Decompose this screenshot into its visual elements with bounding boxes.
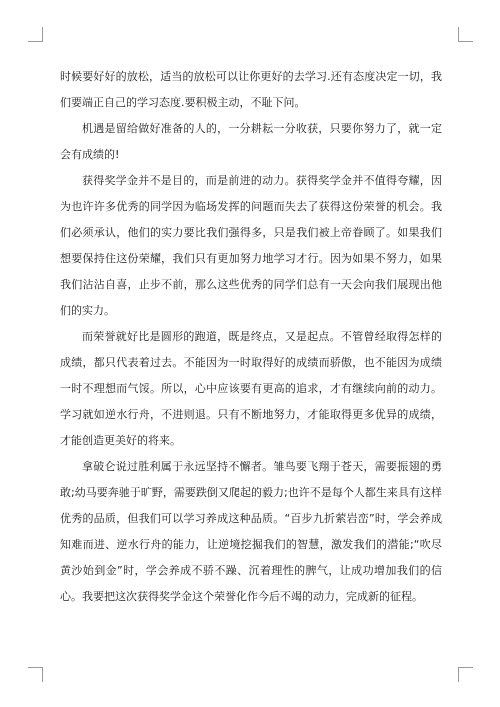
crop-mark-top-left	[28, 27, 43, 42]
crop-mark-top-right	[458, 27, 473, 42]
crop-mark-bottom-left	[28, 667, 43, 682]
document-body	[60, 64, 442, 610]
paragraph-continuation: 时候要好好的放松，适当的放松可以让你更好的去学习.还有态度决定一切，我们要端正自己的学习态度.要积极主动，不耻下问。	[60, 70, 442, 109]
paragraph: 获得奖学金并不是目的，而是前进的动力。获得奖学金并不值得夸耀，因为也许许多优秀的同学因为临场发挥的问题而失去了获得这份荣誉的机会。我们必须承认，他们的实力要比我们强得多，只是我们被上帝眷顾了。如果我们想要保持住这份荣耀，我们只有更加努力地学习才行。因为如果不努力，如果我们沾沾自喜，止步不前，那么这些优秀的同学们总有一天会向我们展现出他们的实力。	[60, 174, 442, 317]
paragraph: 机遇是留给做好准备的人的，一分耕耘一分收获，只要你努力了，就一定会有成绩的!	[60, 122, 442, 161]
paragraph: 而荣誉就好比是圆形的跑道，既是终点，又是起点。不管曾经取得怎样的成绩，都只代表着过去。不能因为一时取得好的成绩而骄傲，也不能因为成绩一时不理想而气馁。所以，心中应该要有更高的追求，才有继续向前的动力。学习就如逆水行舟，不进则退。只有不断地努力，才能取得更多优异的成绩，才能创造更美好的将来。	[60, 330, 442, 447]
paragraph: 拿破仑说过胜利属于永远坚持不懈者。雏鸟要飞翔于苍天，需要振翅的勇敢;幼马要奔驰于旷野，需要跌倒又爬起的毅力;也许不是每个人都生来具有这样优秀的品质，但我们可以学习养成这种品质。“百步九折萦岩峦”时，学会养成知难而进、逆水行舟的能力，让逆境挖掘我们的智慧，激发我们的潜能;“吹尽黄沙始到金”时，学会养成不骄不躁、沉着理性的脾气，让成功增加我们的信心。我要把这次获得奖学金这个荣誉化作今后不竭的动力，完成新的征程。	[60, 460, 442, 603]
crop-mark-bottom-right	[458, 667, 473, 682]
